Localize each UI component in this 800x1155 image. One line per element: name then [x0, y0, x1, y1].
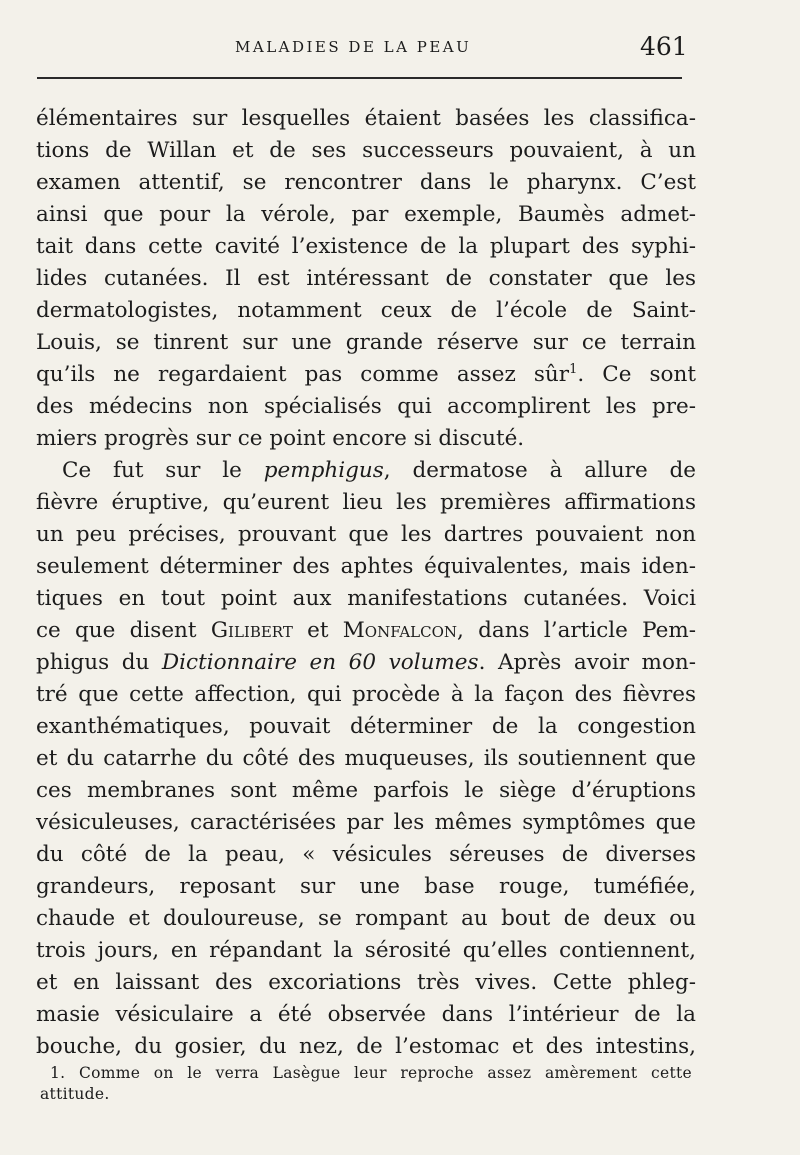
text-line [36, 839, 696, 871]
text-line [36, 455, 696, 487]
text-segment: tions de Willan et de ses successeurs pouvaient, à un [36, 138, 696, 163]
text-segment: élémentaires sur lesquelles étaient basées les classifica- [36, 106, 696, 131]
text-segment: , dermatose à allure de [383, 458, 696, 483]
text-segment: fièvre éruptive, qu’eurent lieu les premières affirmations [36, 490, 696, 515]
text-segment: tait dans cette cavité l’existence de la plupart des syphi- [36, 234, 696, 259]
footnote-marker: 1 [569, 361, 578, 377]
text-line [36, 391, 696, 423]
text-segment: dermatologistes, notamment ceux de l’école de Saint- [36, 298, 696, 323]
text-line [36, 423, 696, 455]
text-segment: chaude et douloureuse, se rompant au bout de deux ou [36, 906, 696, 931]
footnote-line: 1. Comme on le verra Lasègue leur reproche assez amèrement cette [50, 1064, 692, 1082]
text-segment: miers progrès sur ce point encore si discuté. [36, 426, 525, 451]
text-line [36, 999, 696, 1031]
text-segment: , dans l’article Pem- [457, 618, 697, 643]
running-title: MALADIES DE LA PEAU [235, 38, 472, 56]
text-segment: phigus du [36, 650, 162, 675]
header-rule [37, 77, 682, 79]
text-segment: tré que cette affection, qui procède à la façon des fièvres [36, 682, 696, 707]
text-line [36, 1031, 696, 1063]
text-line [36, 871, 696, 903]
text-line [36, 711, 696, 743]
text-segment: Ce fut sur le [62, 458, 264, 483]
text-segment: lides cutanées. Il est intéressant de constater que les [36, 266, 696, 291]
text-line [36, 231, 696, 263]
text-line [36, 935, 696, 967]
text-line [36, 807, 696, 839]
text-segment: grandeurs, reposant sur une base rouge, tuméfiée, [36, 874, 696, 899]
text-line [36, 615, 696, 647]
text-line [36, 167, 696, 199]
text-line [36, 295, 696, 327]
text-segment: vésiculeuses, caractérisées par les mêmes symptômes que [36, 810, 696, 835]
text-line [36, 647, 696, 679]
text-segment: et en laissant des excoriations très vives. Cette phleg- [36, 970, 696, 995]
text-line [36, 135, 696, 167]
text-line [36, 359, 696, 391]
text-segment: et du catarrhe du côté des muqueuses, ils soutiennent que [36, 746, 696, 771]
text-segment: seulement déterminer des aphtes équivalentes, mais iden- [36, 554, 696, 579]
text-line [36, 743, 696, 775]
text-segment: ce que disent [36, 618, 211, 643]
text-segment: ces membranes sont même parfois le siège d’éruptions [36, 778, 696, 803]
text-segment: . Après avoir mon- [478, 650, 696, 675]
text-line [36, 583, 696, 615]
text-segment: du côté de la peau, « vésicules séreuses de diverses [36, 842, 696, 867]
text-line [36, 327, 696, 359]
text-segment: Louis, se tinrent sur une grande réserve sur ce terrain [36, 330, 696, 355]
text-line [36, 199, 696, 231]
text-line [36, 775, 696, 807]
text-segment: Dictionnaire en 60 volumes [161, 650, 479, 675]
text-segment: masie vésiculaire a été observée dans l’intérieur de la [36, 1002, 696, 1027]
text-segment: Gilibert [210, 618, 293, 643]
text-segment: bouche, du gosier, du nez, de l’estomac et des intestins, [36, 1034, 696, 1059]
text-line [36, 103, 696, 135]
body-text [36, 103, 696, 1063]
text-line [36, 967, 696, 999]
text-segment: des médecins non spécialisés qui accomplirent les pre- [36, 394, 696, 419]
text-line [36, 679, 696, 711]
text-segment: un peu précises, prouvant que les dartres pouvaient non [36, 522, 696, 547]
text-segment: Monfalcon [342, 618, 458, 643]
page-number: 461 [640, 32, 688, 61]
text-segment: et [292, 618, 343, 643]
text-line [36, 487, 696, 519]
text-segment: exanthématiques, pouvait déterminer de la congestion [36, 714, 696, 739]
running-head [0, 30, 800, 60]
text-segment: ainsi que pour la vérole, par exemple, Baumès admet- [36, 202, 696, 227]
footnote [40, 1063, 692, 1105]
footnote-line: attitude. [40, 1085, 110, 1103]
text-line [36, 903, 696, 935]
text-segment: qu’ils ne regardaient pas comme assez sûr [36, 362, 570, 387]
text-segment: examen attentif, se rencontrer dans le pharynx. C’est [36, 170, 696, 195]
text-line [36, 519, 696, 551]
text-segment: trois jours, en répandant la sérosité qu’elles contiennent, [36, 938, 696, 963]
text-line [36, 551, 696, 583]
text-segment: tiques en tout point aux manifestations cutanées. Voici [36, 586, 696, 611]
text-segment: . Ce sont [577, 362, 696, 387]
text-line [36, 263, 696, 295]
text-segment: pemphigus [263, 458, 384, 483]
